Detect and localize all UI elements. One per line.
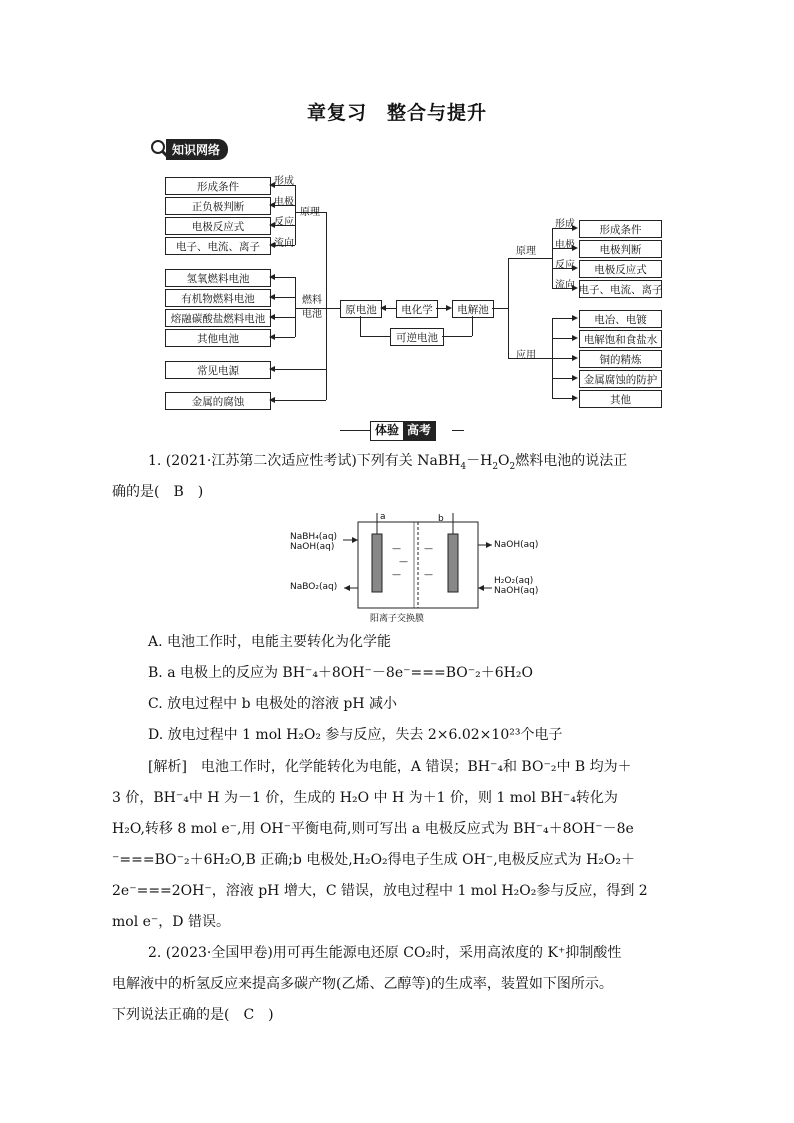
center-box-electrochem: 电化学 — [396, 300, 438, 318]
q1-stem-line2: 确的是( B ) — [112, 484, 204, 500]
membrane-label: 阳离子交换膜 — [370, 614, 425, 624]
right-box: 铜的精炼 — [579, 350, 662, 368]
right-box: 形成条件 — [579, 220, 662, 238]
left-box: 金属的腐蚀 — [165, 392, 271, 410]
right-box: 电极判断 — [579, 240, 662, 258]
left-box: 常见电源 — [165, 361, 271, 379]
right-box: 其他 — [579, 390, 662, 408]
minus-sign: — — [392, 570, 401, 580]
inlet-right-2: NaOH(aq) — [494, 586, 539, 596]
q1-analysis-line: [解析] 电池工作时，化学能转化为电能，A 错误；BH⁻₄和 BO⁻₂中 B 均为＋ — [148, 759, 632, 775]
q1-analysis-line: 2e⁻===2OH⁻，溶液 pH 增大，C 错误，放电过程中 1 mol H₂O₂参与反应，得到 2 — [112, 883, 648, 899]
q1-analysis-line: ⁻===BO⁻₂＋6H₂O,B 正确;b 电极处,H₂O₂得电子生成 OH⁻,电极反应式为 H₂O₂＋ — [112, 852, 636, 868]
experience-label: 体验 — [371, 422, 403, 440]
left-box: 有机物燃料电池 — [165, 289, 271, 307]
inlet-left-2: NaOH(aq) — [290, 542, 335, 552]
outlet-right: NaOH(aq) — [494, 540, 539, 550]
magnifier-icon — [150, 139, 170, 159]
q1-option-b: B. a 电极上的反应为 BH⁻₄＋8OH⁻－8e⁻===BO⁻₂＋6H₂O — [148, 665, 533, 681]
right-tag: 反应 — [555, 260, 575, 271]
center-box-galvanic: 原电池 — [340, 300, 382, 318]
left-box: 电子、电流、离子 — [165, 237, 271, 255]
center-box-reversible: 可逆电池 — [390, 328, 444, 346]
minus-sign: — — [424, 570, 433, 580]
left-box: 形成条件 — [165, 177, 271, 195]
left-tag: 流向 — [274, 238, 294, 249]
inlet-left-1: NaBH₄(aq) — [290, 532, 338, 542]
left-box: 其他电池 — [165, 329, 271, 347]
left-tag: 燃料电池 — [302, 295, 322, 320]
left-box: 熔融碳酸盐燃料电池 — [165, 309, 271, 327]
right-box: 电冶、电镀 — [579, 310, 662, 328]
experience-gaokao-badge — [370, 421, 436, 441]
right-tag: 流向 — [555, 280, 575, 291]
left-box: 氢氧燃料电池 — [165, 269, 271, 287]
left-box: 电极反应式 — [165, 217, 271, 235]
right-tag: 原理 — [516, 246, 536, 257]
left-box: 正负极判断 — [165, 197, 271, 215]
minus-sign: — — [424, 544, 433, 554]
right-box: 电极反应式 — [579, 260, 662, 278]
knowledge-network-badge — [150, 139, 228, 159]
right-box: 电解饱和食盐水 — [579, 330, 662, 348]
left-tag: 反应 — [274, 217, 294, 228]
q2-stem-line: 下列说法正确的是( C ) — [112, 1007, 274, 1023]
inlet-right-1: H₂O₂(aq) — [494, 576, 534, 586]
q1-option-a: A. 电池工作时，电能主要转化为化学能 — [148, 634, 392, 650]
center-box-electrolytic: 电解池 — [452, 300, 494, 318]
left-tag: 形成 — [274, 176, 294, 187]
left-tag: 电极 — [274, 197, 294, 208]
left-tag: 原理 — [300, 207, 320, 218]
right-box: 电子、电流、离子 — [579, 280, 662, 298]
q1-stem-line1: 1. (2021·江苏第二次适应性考试)下列有关 $NaBH_4-H_2O_2$燃料电池的说法正 — [148, 453, 628, 472]
q1-analysis-line: 3 价，BH⁻₄中 H 为－1 价，生成的 H₂O 中 H 为＋1 价，则 1 mol BH⁻₄转化为 — [112, 790, 618, 806]
page-title: 章复习 整合与提升 — [306, 102, 487, 124]
q1-analysis-line: mol e⁻，D 错误。 — [112, 914, 230, 930]
right-box: 金属腐蚀的防护 — [579, 370, 662, 388]
q1-option-d: D. 放电过程中 1 mol H₂O₂ 参与反应，失去 2×6.02×10²³个电子 — [148, 727, 563, 743]
electrode-b-label: b — [438, 514, 444, 524]
minus-sign: — — [399, 557, 408, 567]
right-tag: 形成 — [555, 219, 575, 230]
q2-stem-line: 电解液中的析氢反应来提高多碳产物(乙烯、乙醇等)的生成率，装置如下图所示。 — [112, 976, 613, 992]
minus-sign: — — [392, 544, 401, 554]
fuel-cell-figure — [288, 508, 548, 628]
q1-option-c: C. 放电过程中 b 电极处的溶液 pH 减小 — [148, 696, 398, 712]
q2-stem-line: 2. (2023·全国甲卷)用可再生能源电还原 CO₂时，采用高浓度的 K⁺抑制酸性 — [148, 945, 622, 961]
gaokao-label: 高考 — [403, 422, 435, 440]
electrode-a-label: a — [380, 512, 386, 522]
q1-analysis-line: H₂O,转移 8 mol e⁻,用 OH⁻平衡电荷,则可写出 a 电极反应式为 BH⁻₄＋8OH⁻－8e — [112, 821, 634, 837]
right-tag: 电极 — [555, 240, 575, 251]
right-tag: 应用 — [516, 350, 536, 361]
outlet-left: NaBO₂(aq) — [290, 582, 338, 592]
knowledge-network-label: 知识网络 — [166, 139, 228, 160]
